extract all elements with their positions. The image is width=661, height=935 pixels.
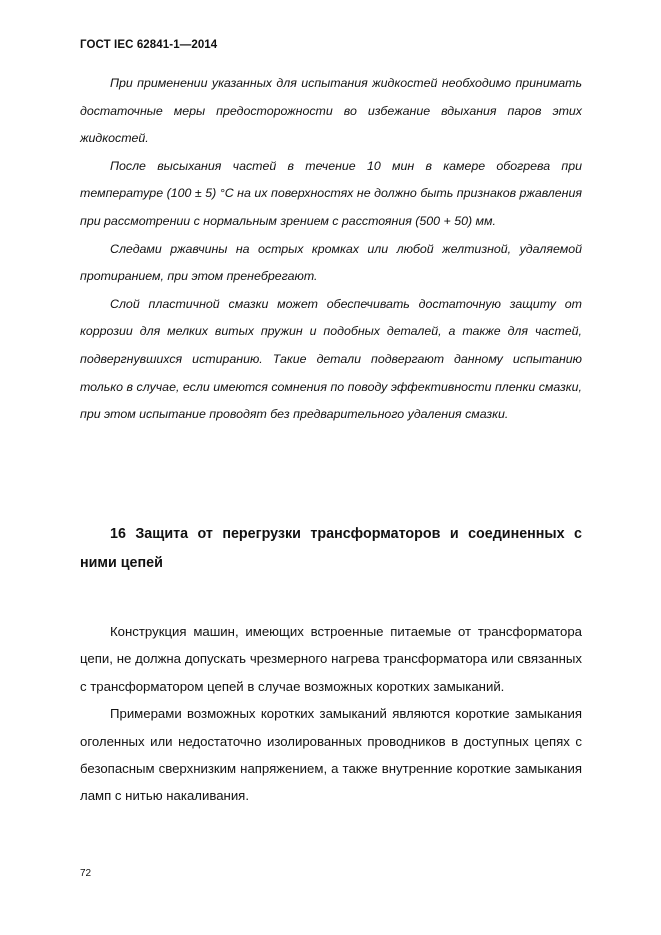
page-number: 72 xyxy=(80,868,92,879)
note-paragraph: При применении указанных для испытания жидкостей необходимо принимать достаточные меры предосторожности во избежание вдыхания паров этих жидкостей. xyxy=(80,76,582,146)
note-paragraph: Следами ржавчины на острых кромках или любой желтизной, удаляемой протиранием, при этом пренебрегают. xyxy=(80,241,582,284)
section-heading: 16 Защита от перегрузки трансформаторов и соединенных с ними цепей xyxy=(80,526,582,571)
note-paragraph: После высыхания частей в течение 10 мин в камере обогрева при температуре (100 ± 5) °С на их поверхностях не должно быть признаков ржавления при рассмотрении с нормальным зрением с расстояния (500 + 50) мм. xyxy=(80,158,582,228)
body-paragraph: Конструкция машин, имеющих встроенные питаемые от трансформатора цепи, не должна допускать чрезмерного нагрева трансформатора или связанных с трансформатором цепей в случае возможных коротких замыканий. xyxy=(80,624,582,694)
note-block xyxy=(80,70,582,429)
standard-id-header: ГОСТ IEC 62841-1—2014 xyxy=(80,39,218,51)
body-paragraph: Примерами возможных коротких замыканий являются короткие замыкания оголенных или недостаточно изолированных проводников в доступных цепях с безопасным сверхнизким напряжением, а также внутренние короткие замыкания ламп с нитью накаливания. xyxy=(80,706,582,804)
section-body xyxy=(80,618,582,810)
note-paragraph: Слой пластичной смазки может обеспечивать достаточную защиту от коррозии для мелких витых пружин и подобных деталей, а также для частей, подвергнувшихся истиранию. Такие детали подвергают данному испытанию только в случае, если имеются сомнения по поводу эффективности пленки смазки, при этом испытание проводят без предварительного удаления смазки. xyxy=(80,296,582,422)
